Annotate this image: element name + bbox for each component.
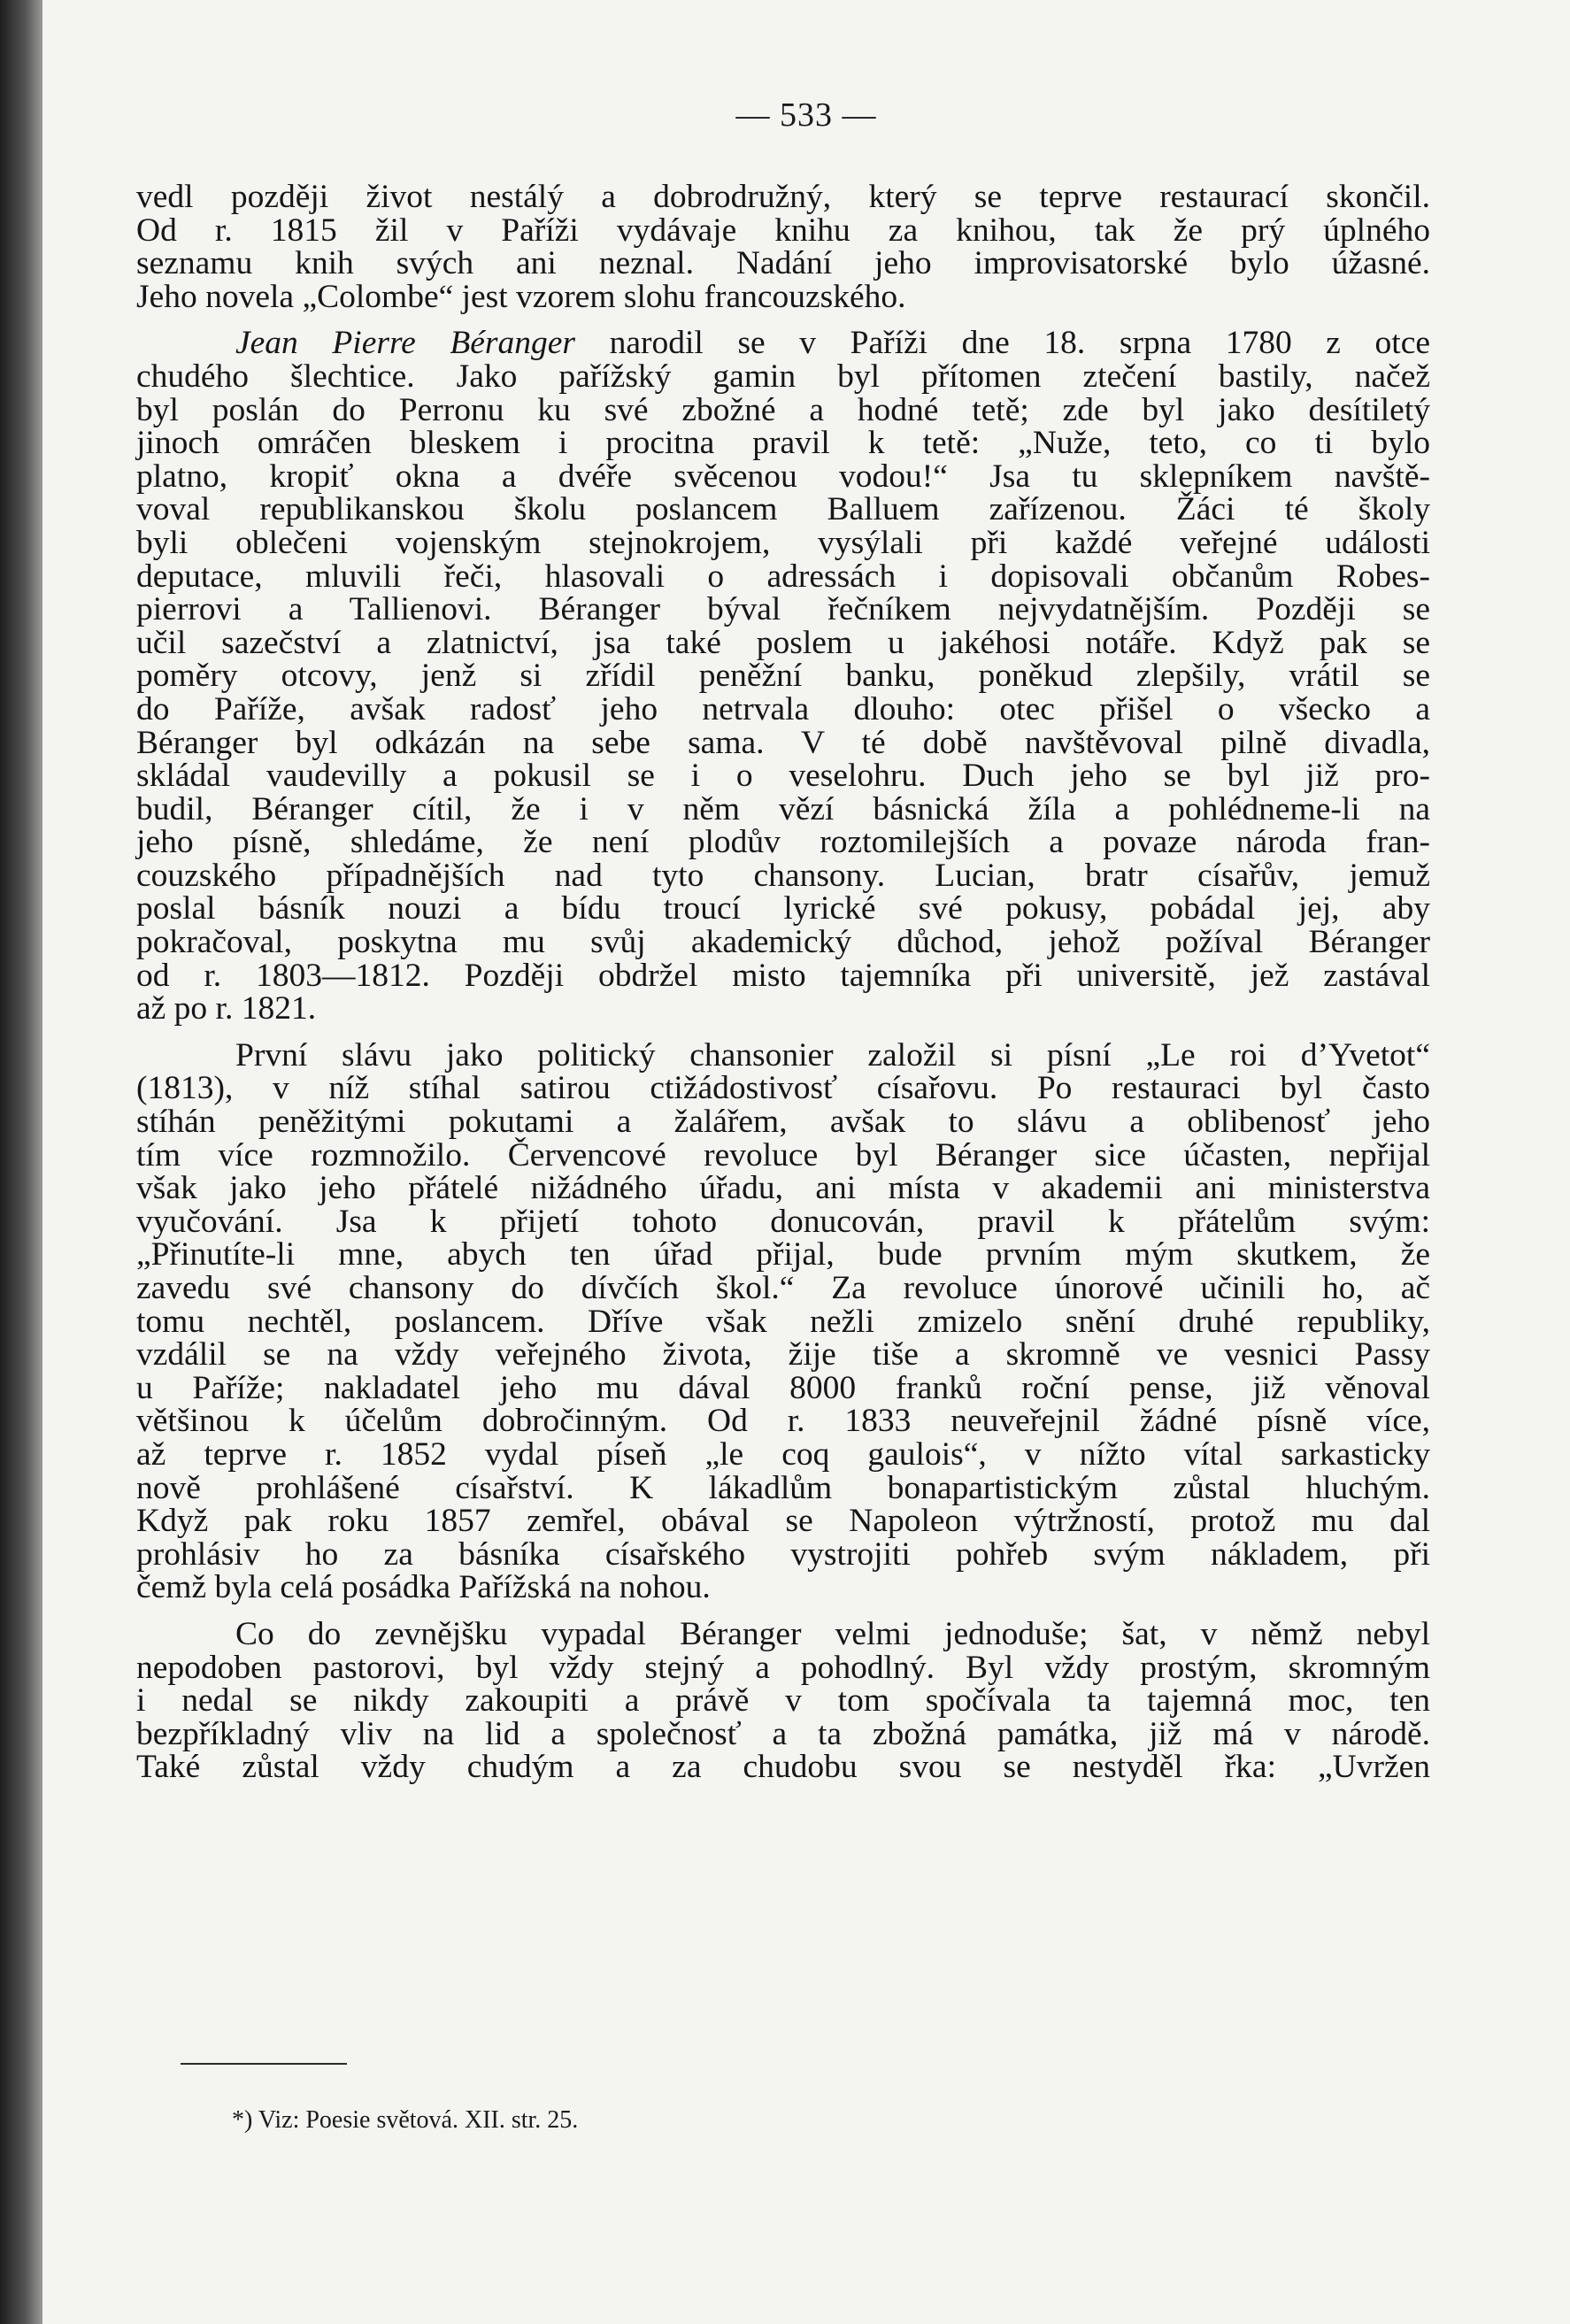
text-line: až teprve r. 1852 vydal píseň „le coq gaulois“, v nížto vítal sarkasticky	[136, 1435, 1430, 1473]
text-line: bezpříkladný vliv na lid a společnosť a ta zbožná památka, již má v národě.	[136, 1715, 1430, 1752]
text-line: prohlásiv ho za básníka císařského vystrojiti pohřeb svým nákladem, při	[136, 1535, 1430, 1573]
footnote-divider	[181, 2063, 347, 2065]
footnote: *) Viz: Poesie světová. XII. str. 25.	[232, 2106, 579, 2134]
body-text	[136, 181, 1430, 1784]
text-line: „Přinutíte-li mne, abych ten úřad přijal, bude prvním mým skutkem, že	[136, 1236, 1430, 1274]
text-line: Co do zevnějšku vypadal Béranger velmi jednoduše; šat, v němž nebyl	[235, 1615, 1430, 1652]
text-line: První slávu jako politický chansonier založil si písní „Le roi d’Yvetot“	[235, 1036, 1430, 1074]
text-line: učil sazečství a zlatnictví, jsa také poslem u jakéhosi notáře. Když pak se	[136, 624, 1430, 661]
text-line: do Paříže, avšak radosť jeho netrvala dlouho: otec přišel o všecko a	[136, 690, 1430, 727]
text-line: až po r. 1821.	[136, 990, 317, 1027]
text-line: poslal básník nouzi a bídu troucí lyrické své pokusy, pobádal jej, aby	[136, 890, 1430, 927]
paragraph-4	[136, 1615, 1430, 1786]
text-line: vzdálil se na vždy veřejného života, žije tiše a skromně ve vesnici Passy	[136, 1336, 1430, 1374]
person-name-italic: Jean Pierre Béranger	[235, 325, 576, 362]
text-line: jinoch omráčen bleskem i procitna pravil k tetě: „Nuže, teto, co ti bylo	[136, 425, 1430, 462]
paragraph-1	[136, 181, 1430, 313]
text-line: stíhán peněžitými pokutami a žalářem, avšak to slávu a oblibenosť jeho	[136, 1104, 1430, 1141]
text-line: budil, Béranger cítil, že i v něm vězí básnická žíla a pohlédneme-li na	[136, 790, 1430, 827]
text-line: Když pak roku 1857 zemřel, obával se Napoleon výtržností, protož mu dal	[136, 1503, 1430, 1540]
text-line: skládal vaudevilly a pokusil se i o veselohru. Duch jeho se byl již pro-	[136, 758, 1430, 795]
paragraph-2	[136, 327, 1430, 1025]
page-number: — 533 —	[735, 96, 877, 134]
text-line: tím více rozmnožilo. Červencové revoluce byl Béranger sice účasten, nepřijal	[136, 1136, 1430, 1174]
text-line: však jako jeho přátelé nižádného úřadu, ani místa v akademii ani ministerstva	[136, 1170, 1430, 1207]
text-line: nově prohlášené císařství. K lákadlům bonapartistickým zůstal hluchým.	[136, 1469, 1430, 1506]
text-line: nepodoben pastorovi, byl vždy stejný a pohodlný. Byl vždy prostým, skromným	[136, 1649, 1430, 1686]
text-line: chudého šlechtice. Jako pařížský gamin byl přítomen ztečení bastily, načež	[136, 358, 1430, 395]
text-line: většinou k účelům dobročinným. Od r. 1833 neuveřejnil žádné písně více,	[136, 1403, 1430, 1440]
text-line: byl poslán do Perronu ku své zbožné a hodné tetě; zde byl jako desítiletý	[136, 391, 1430, 428]
text-line: deputace, mluvili řeči, hlasovali o adressách i dopisovali občanům Robes-	[136, 558, 1430, 595]
text-line-rest: narodil se v Paříži dne 18. srpna 1780 z otce	[609, 325, 1430, 362]
text-line: Od r. 1815 žil v Paříži vydávaje knihu za knihou, tak že prý úplného	[136, 212, 1430, 249]
text-line: platno, kropiť okna a dvéře svěcenou vodou!“ Jsa tu sklepníkem navště-	[136, 458, 1430, 495]
text-line: tomu nechtěl, poslancem. Dříve však nežli zmizelo snění druhé republiky,	[136, 1303, 1430, 1340]
book-page	[42, 0, 1570, 2324]
text-line: od r. 1803—1812. Později obdržel misto tajemníka při universitě, jež zastával	[136, 957, 1430, 994]
paragraph-3	[136, 1036, 1430, 1606]
text-line: poměry otcovy, jenž si zřídil peněžní banku, poněkud zlepšily, vrátil se	[136, 658, 1430, 695]
text-line: Béranger byl odkázán na sebe sama. V té době navštěvoval pilně divadla,	[136, 724, 1430, 761]
text-line: jeho písně, shledáme, že není plodův roztomilejších a povaze národa fran-	[136, 824, 1430, 861]
text-line: couzského případnějších nad tyto chansony. Lucian, bratr císařův, jemuž	[136, 857, 1430, 894]
text-line: i nedal se nikdy zakoupiti a právě v tom spočívala ta tajemná moc, ten	[136, 1682, 1430, 1720]
text-line: zavedu své chansony do dívčích škol.“ Za revoluce únorové učinili ho, ač	[136, 1270, 1430, 1306]
text-line: Také zůstal vždy chudým a za chudobu svou se nestyděl řka: „Uvržen	[136, 1749, 1430, 1786]
text-line: čemž byla celá posádka Pařížská na nohou.	[136, 1569, 711, 1606]
text-line: pierrovi a Tallienovi. Béranger býval řečníkem nejvydatnějším. Později se	[136, 591, 1430, 628]
text-line: seznamu knih svých ani neznal. Nadání jeho improvisatorské bylo úžasné.	[136, 245, 1430, 282]
text-line: vyučování. Jsa k přijetí tohoto donucován, pravil k přátelům svým:	[136, 1203, 1430, 1240]
text-line: u Paříže; nakladatel jeho mu dával 8000 franků roční pense, již věnoval	[136, 1369, 1430, 1406]
text-line: byli oblečeni vojenským stejnokrojem, vysýlali při každé veřejné události	[136, 524, 1430, 561]
text-line: Jeho novela „Colombe“ jest vzorem slohu francouzského.	[136, 278, 906, 315]
text-line: voval republikanskou školu poslancem Balluem zařízenou. Žáci té školy	[136, 491, 1430, 528]
text-line: (1813), v níž stíhal satirou ctižádostivosť císařovu. Po restauraci byl často	[136, 1070, 1430, 1107]
text-line: vedl později život nestálý a dobrodružný, který se teprve restaurací skončil.	[136, 179, 1430, 215]
text-line: pokračoval, poskytna mu svůj akademický důchod, jehož požíval Béranger	[136, 924, 1430, 961]
text-line	[136, 327, 1430, 360]
book-spine-shadow	[0, 0, 42, 2324]
